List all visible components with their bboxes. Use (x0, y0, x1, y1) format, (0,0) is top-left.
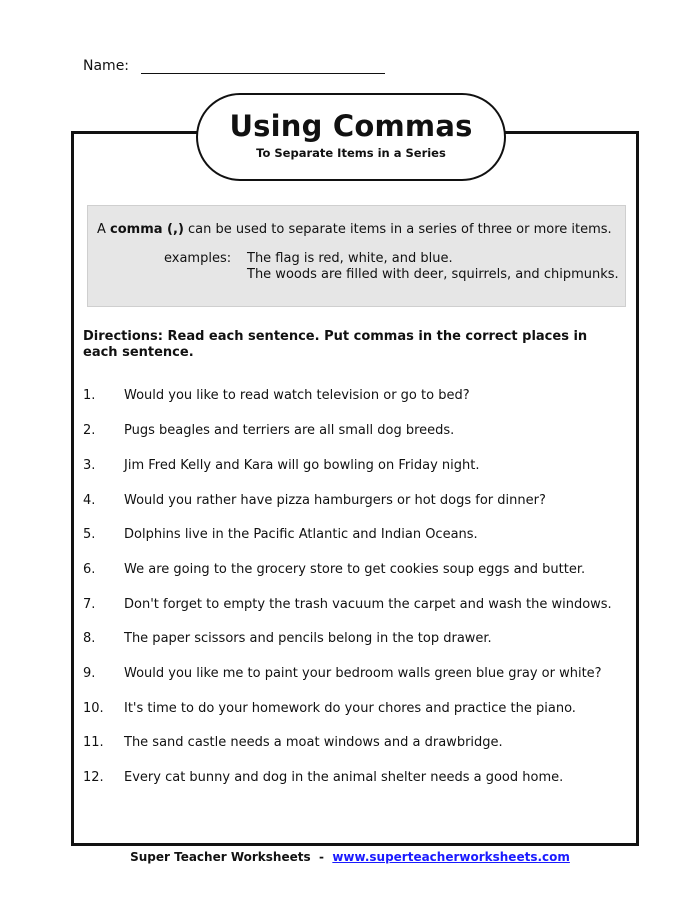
question-text: Would you like to read watch television or go to bed? (124, 388, 470, 403)
question-number: 8. (83, 631, 96, 646)
question-text: Every cat bunny and dog in the animal shelter needs a good home. (124, 770, 564, 785)
question-number: 9. (83, 666, 96, 681)
question-text: We are going to the grocery store to get cookies soup eggs and butter. (124, 562, 586, 577)
question-number: 11. (83, 735, 104, 750)
question-text: Dolphins live in the Pacific Atlantic and Indian Oceans. (124, 527, 478, 542)
rule-statement (97, 222, 612, 237)
name-row (83, 58, 385, 74)
rule-suffix: can be used to separate items in a series of three or more items. (183, 222, 612, 237)
question-number: 12. (83, 770, 104, 785)
example-sentence: The flag is red, white, and blue. (247, 251, 453, 266)
question-text: The sand castle needs a moat windows and a drawbridge. (124, 735, 503, 750)
page-subtitle: To Separate Items in a Series (256, 146, 446, 160)
examples-label: examples: (164, 251, 232, 266)
rule-prefix: A (97, 222, 111, 237)
question-number: 5. (83, 527, 96, 542)
question-text: Jim Fred Kelly and Kara will go bowling on Friday night. (124, 458, 480, 473)
question-number: 2. (83, 423, 96, 438)
question-text: Would you rather have pizza hamburgers or hot dogs for dinner? (124, 493, 546, 508)
question-text: Don't forget to empty the trash vacuum the carpet and wash the windows. (124, 597, 612, 612)
question-number: 6. (83, 562, 96, 577)
rule-term: comma (,) (110, 222, 184, 237)
footer-link[interactable]: www.superteacherworksheets.com (332, 850, 570, 864)
question-number: 10. (83, 701, 104, 716)
question-text: It's time to do your homework do your chores and practice the piano. (124, 701, 576, 716)
footer-separator: - (310, 850, 333, 864)
page-title: Using Commas (229, 109, 473, 143)
question-number: 7. (83, 597, 96, 612)
footer-brand: Super Teacher Worksheets (130, 850, 311, 864)
directions: Directions: Read each sentence. Put commas in the correct places in each sentence. (83, 329, 588, 360)
name-input-line[interactable] (141, 58, 385, 74)
name-label: Name: (83, 58, 130, 74)
question-number: 3. (83, 458, 96, 473)
question-text: Pugs beagles and terriers are all small dog breeds. (124, 423, 455, 438)
question-number: 1. (83, 388, 96, 403)
question-text: Would you like me to paint your bedroom walls green blue gray or white? (124, 666, 602, 681)
example-sentence: The woods are filled with deer, squirrels, and chipmunks. (247, 267, 619, 282)
footer (0, 850, 700, 864)
question-text: The paper scissors and pencils belong in the top drawer. (124, 631, 492, 646)
title-banner (196, 93, 506, 181)
question-number: 4. (83, 493, 96, 508)
